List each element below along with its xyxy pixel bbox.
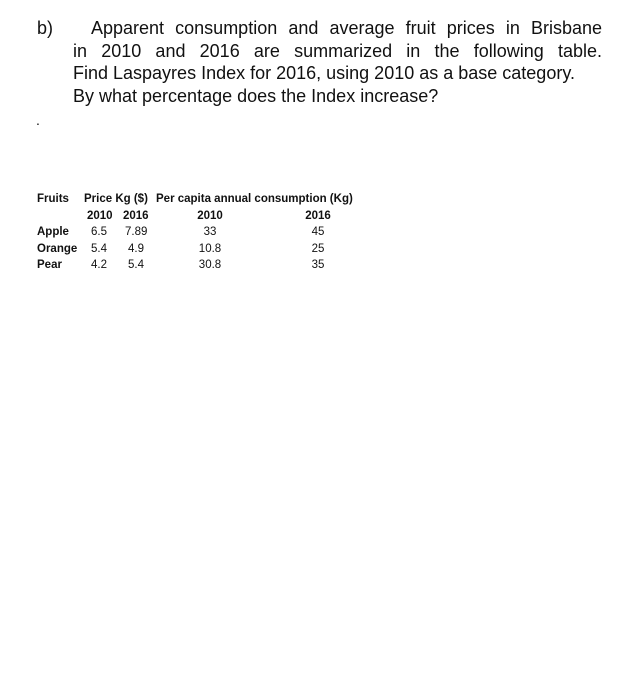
header-price: Price Kg ($) [84, 193, 148, 205]
question-label: b) [37, 18, 54, 38]
price-2010: 4.2 [91, 259, 107, 271]
question-line: Apparent consumption and average fruit prices in Brisbane [91, 18, 602, 38]
consumption-2010: 33 [203, 226, 217, 238]
stray-dot: . [36, 112, 40, 128]
question-line: in 2010 and 2016 are summarized in the following table. [73, 40, 602, 61]
consumption-2016: 25 [311, 242, 325, 255]
consumption-2016: 45 [311, 226, 325, 238]
question-line: Find Laspayres Index for 2016, using 2010 as a base category. [73, 63, 575, 83]
question-block [37, 17, 602, 107]
price-2010: 5.4 [91, 242, 107, 255]
header-consumption: Per capita annual consumption (Kg) [156, 193, 353, 205]
subheader-price-2010: 2010 [87, 209, 113, 222]
price-2016: 5.4 [128, 259, 144, 271]
question-line: By what percentage does the Index increase? [73, 85, 439, 106]
price-2016: 4.9 [128, 242, 144, 255]
subheader-consumption-2016: 2016 [305, 209, 331, 222]
consumption-2010: 10.8 [198, 242, 222, 255]
header-fruits: Fruits [37, 193, 69, 205]
price-2016: 7.89 [125, 226, 148, 238]
consumption-2016: 35 [311, 259, 325, 271]
consumption-2010: 30.8 [198, 259, 222, 271]
fruit-name: Orange [37, 242, 78, 255]
fruit-name: Pear [37, 259, 62, 271]
question-text [73, 17, 602, 107]
subheader-price-2016: 2016 [123, 209, 149, 222]
price-2010: 6.5 [91, 226, 107, 238]
fruit-name: Apple [37, 226, 69, 238]
subheader-consumption-2010: 2010 [197, 209, 223, 222]
